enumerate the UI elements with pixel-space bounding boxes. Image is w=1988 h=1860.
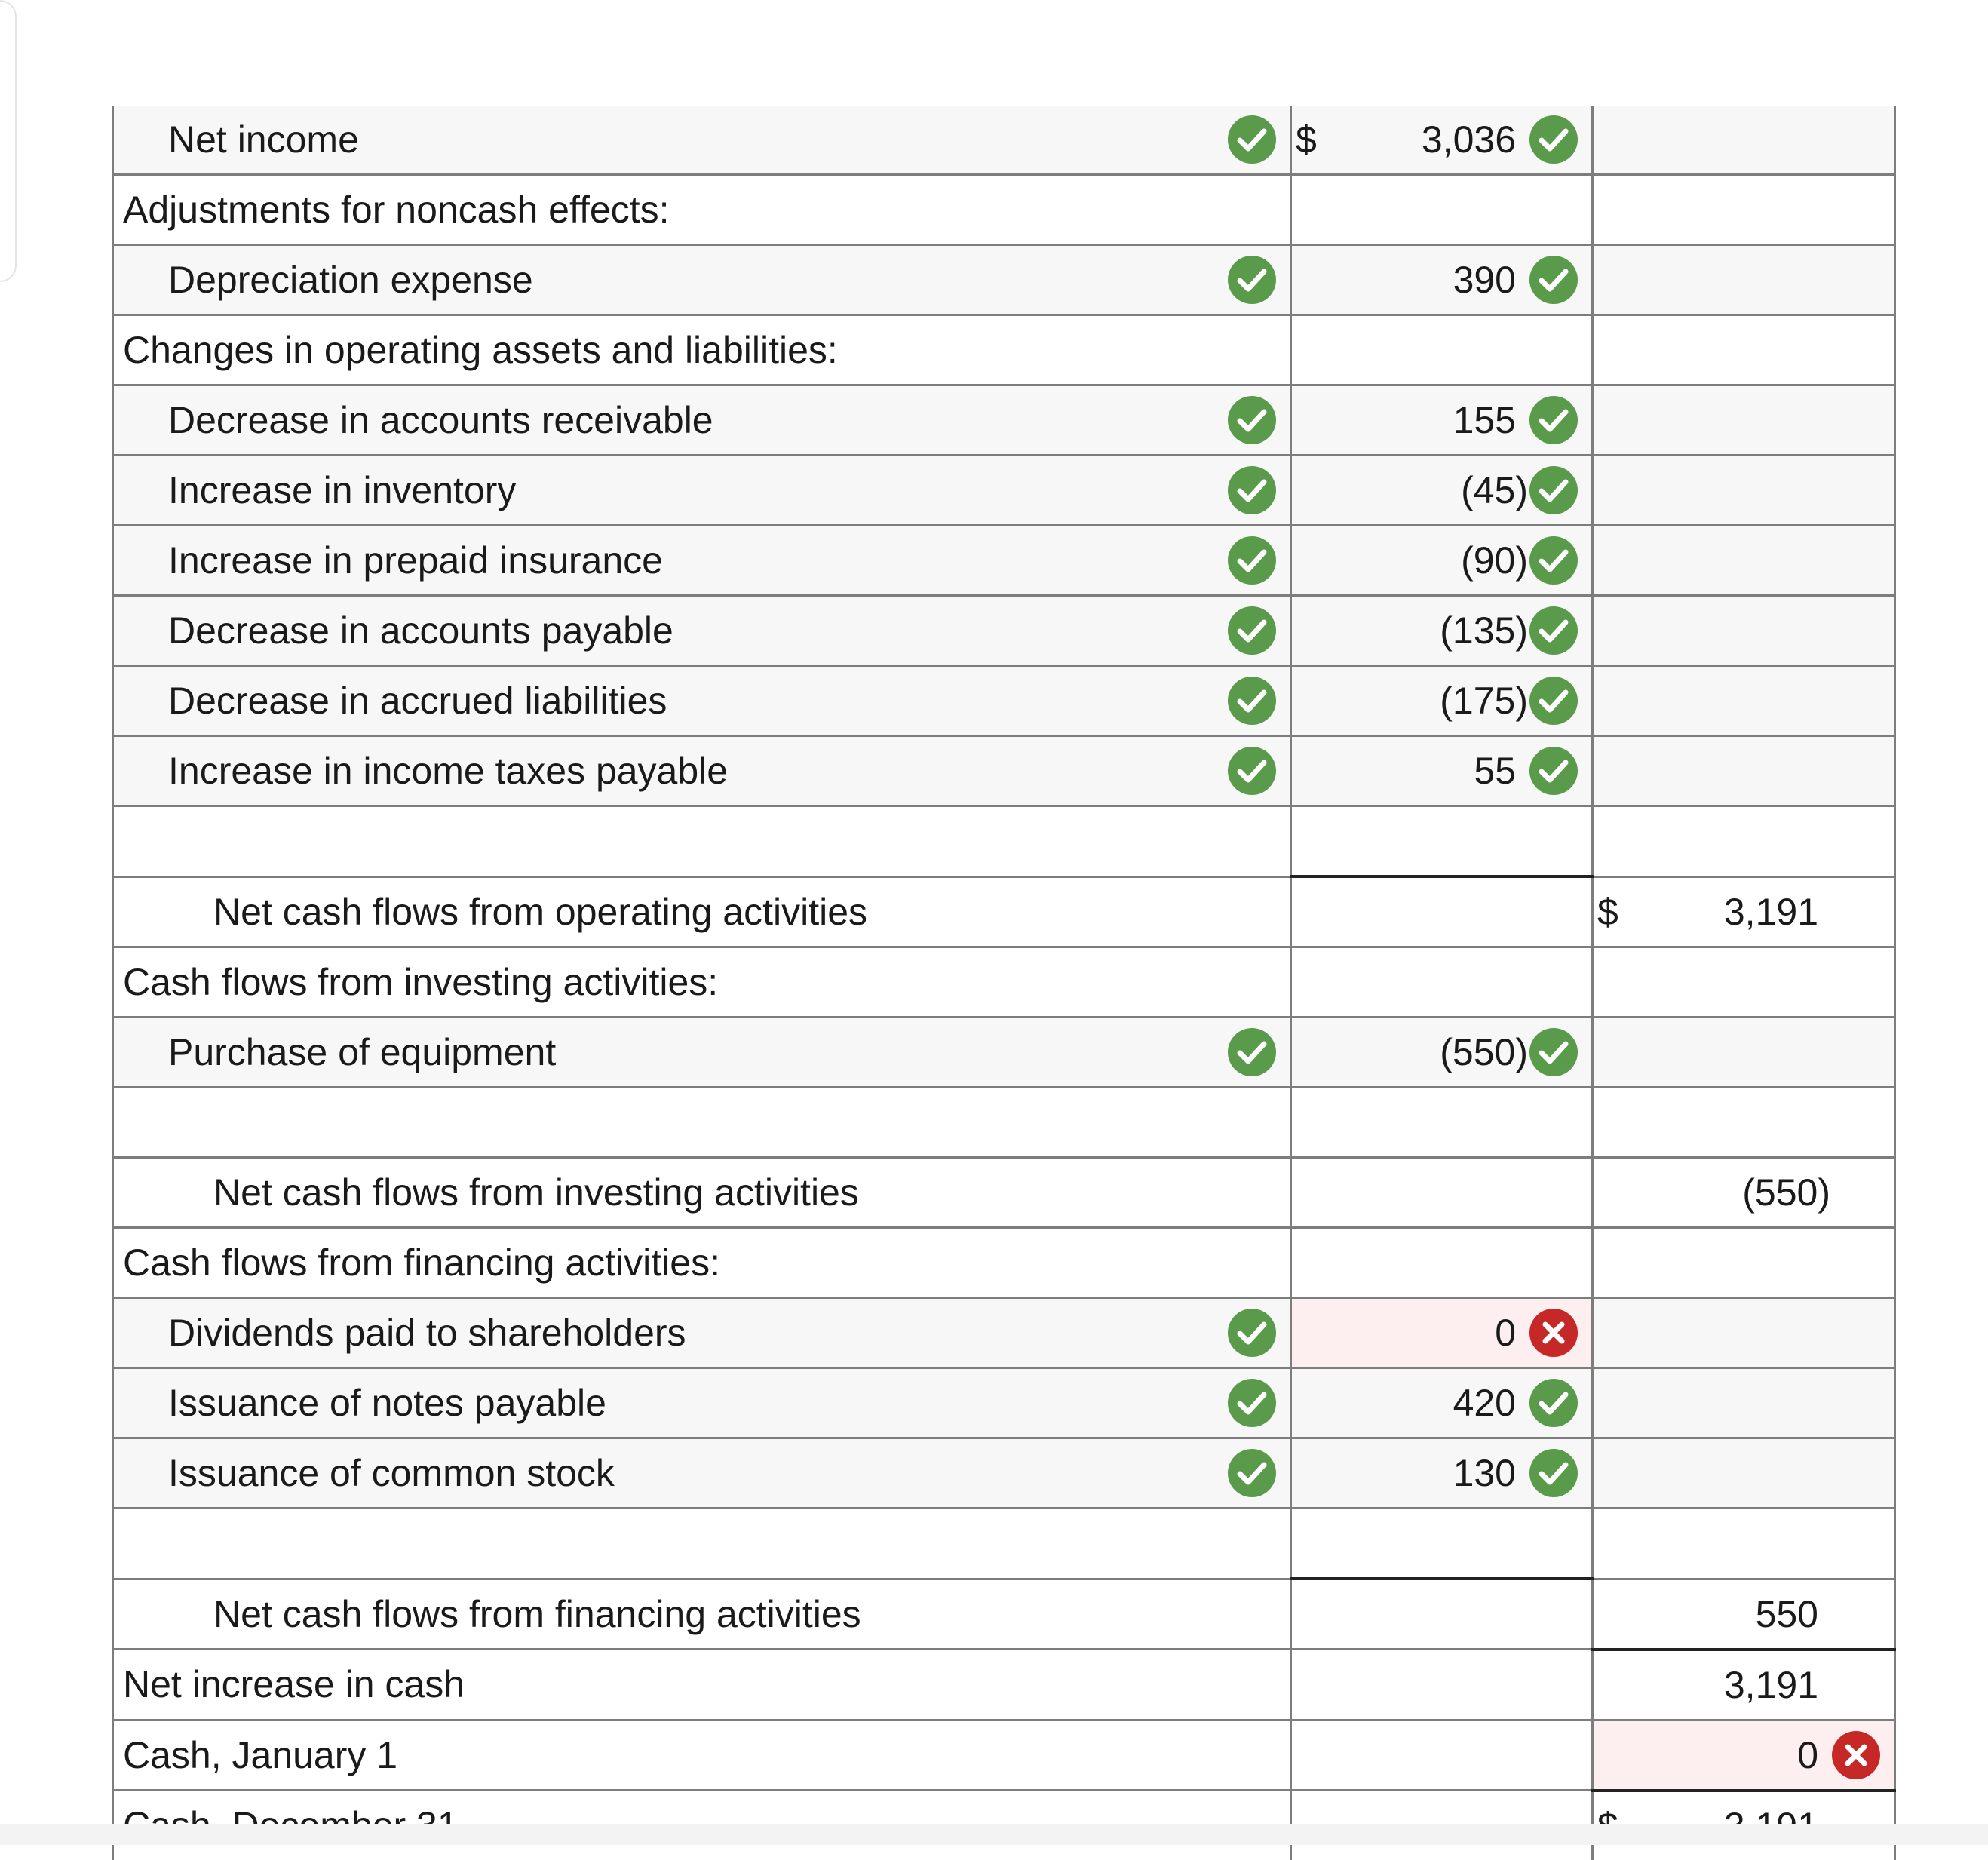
row-label-cell[interactable] <box>113 1017 1291 1088</box>
section-heading: Cash flows from financing activities: <box>123 1242 720 1284</box>
total-cell <box>1593 456 1895 526</box>
amount-value: 155 <box>1453 399 1516 441</box>
error-x-icon <box>1529 1309 1578 1357</box>
row-label-cell <box>113 1720 1291 1791</box>
total-cell <box>1593 385 1895 456</box>
total-cell <box>1593 245 1895 315</box>
subtotal-label: Net cash flows from operating activities <box>213 890 868 933</box>
table-row <box>113 1579 1895 1650</box>
check-icon <box>1228 1028 1276 1076</box>
check-icon <box>1228 606 1276 655</box>
subtotal-label: Net cash flows from financing activities <box>213 1592 861 1635</box>
row-label-cell[interactable] <box>113 1368 1291 1438</box>
check-icon <box>1228 396 1276 444</box>
table-row <box>113 947 1895 1017</box>
amount-input[interactable] <box>1291 596 1593 666</box>
row-label: Issuance of notes payable <box>168 1382 606 1424</box>
total-cell <box>1593 1088 1895 1158</box>
row-label-cell[interactable] <box>113 456 1291 526</box>
amount-cell <box>1291 1650 1593 1720</box>
row-label-cell[interactable] <box>113 596 1291 666</box>
row-label-cell <box>113 315 1291 385</box>
section-heading: Adjustments for noncash effects: <box>123 189 670 231</box>
amount-cell <box>1291 1158 1593 1228</box>
row-label: Increase in inventory <box>168 469 517 511</box>
check-icon <box>1228 466 1276 514</box>
amount-cell <box>1291 315 1593 385</box>
dollar-sign: $ <box>1296 118 1317 161</box>
table-row <box>113 175 1895 245</box>
table-row <box>113 315 1895 385</box>
check-icon <box>1529 606 1578 655</box>
amount-value: (175) <box>1440 680 1528 722</box>
total-cell <box>1593 596 1895 666</box>
check-icon <box>1228 747 1276 795</box>
amount-input[interactable] <box>1291 385 1593 456</box>
check-icon <box>1529 256 1578 304</box>
section-heading: Cash flows from investing activities: <box>123 961 719 1003</box>
total-cell <box>1593 106 1895 175</box>
total-cell <box>1593 1158 1895 1228</box>
total-cell <box>1593 1650 1895 1720</box>
side-panel-tab <box>0 0 17 282</box>
table-row <box>113 1368 1895 1438</box>
row-label-cell[interactable] <box>113 736 1291 806</box>
check-icon <box>1228 677 1276 725</box>
total-cell <box>1593 1298 1895 1368</box>
table-row <box>113 1228 1895 1298</box>
empty-label-input[interactable] <box>113 1509 1291 1579</box>
total-cell <box>1593 526 1895 596</box>
amount-value: (135) <box>1440 609 1528 652</box>
table-row <box>113 1298 1895 1368</box>
check-icon <box>1529 1028 1578 1076</box>
table-row <box>113 1088 1895 1158</box>
section-heading: Changes in operating assets and liabilities: <box>123 329 838 371</box>
row-label: Decrease in accrued liabilities <box>168 680 667 722</box>
empty-amount-input[interactable] <box>1291 1509 1593 1579</box>
check-icon <box>1529 115 1578 164</box>
row-label-cell <box>113 876 1291 947</box>
amount-input[interactable] <box>1291 666 1593 736</box>
amount-input[interactable] <box>1291 245 1593 315</box>
total-cell <box>1593 876 1895 947</box>
amount-cell <box>1291 947 1593 1017</box>
total-cell <box>1593 947 1895 1017</box>
table-row <box>113 806 1895 877</box>
row-label: Dividends paid to shareholders <box>168 1312 686 1354</box>
total-cell <box>1593 736 1895 806</box>
row-label-cell[interactable] <box>113 1438 1291 1509</box>
row-label-cell[interactable] <box>113 245 1291 315</box>
bottom-scroll-strip <box>0 1824 1988 1845</box>
total-cell <box>1593 1368 1895 1438</box>
total-value: 0 <box>1797 1733 1818 1776</box>
subtotal-label: Net cash flows from investing activities <box>213 1171 859 1214</box>
check-icon <box>1529 747 1578 795</box>
amount-input[interactable] <box>1291 106 1593 175</box>
table-row <box>113 385 1895 456</box>
row-label: Increase in prepaid insurance <box>168 539 663 582</box>
table-row <box>113 456 1895 526</box>
amount-value: 130 <box>1453 1452 1516 1494</box>
row-label-cell[interactable] <box>113 526 1291 596</box>
row-label-cell[interactable] <box>113 1298 1291 1368</box>
row-label-cell <box>113 175 1291 245</box>
row-label-cell <box>113 1228 1291 1298</box>
amount-value: 390 <box>1453 259 1516 301</box>
check-icon <box>1529 466 1578 514</box>
total-cell <box>1593 1017 1895 1088</box>
row-label: Net income <box>168 118 359 161</box>
check-icon <box>1529 536 1578 585</box>
table-row <box>113 876 1895 947</box>
check-icon <box>1529 677 1578 725</box>
total-input-incorrect[interactable] <box>1593 1720 1895 1791</box>
total-cell <box>1593 666 1895 736</box>
check-icon <box>1228 115 1276 164</box>
row-label-cell <box>113 947 1291 1017</box>
total-cell <box>1593 1438 1895 1509</box>
amount-value: (45) <box>1461 469 1528 511</box>
dollar-sign: $ <box>1597 890 1618 933</box>
amount-cell <box>1291 876 1593 947</box>
amount-input[interactable] <box>1291 1368 1593 1438</box>
table-row <box>113 1158 1895 1228</box>
check-icon <box>1228 1449 1276 1497</box>
row-label: Net increase in cash <box>123 1663 465 1706</box>
check-icon <box>1228 1309 1276 1357</box>
empty-label-input[interactable] <box>113 806 1291 877</box>
cash-flow-worksheet <box>112 106 1894 1824</box>
amount-cell <box>1291 175 1593 245</box>
table-row <box>113 106 1895 175</box>
amount-value: 3,036 <box>1421 118 1516 161</box>
table-row <box>113 1509 1895 1579</box>
row-label-cell <box>113 1650 1291 1720</box>
total-cell <box>1593 1228 1895 1298</box>
table-row <box>113 1720 1895 1791</box>
amount-value: 0 <box>1495 1312 1516 1354</box>
empty-label-input[interactable] <box>113 1088 1291 1158</box>
check-icon <box>1228 1379 1276 1427</box>
amount-input[interactable] <box>1291 1017 1593 1088</box>
empty-amount-input[interactable] <box>1291 1088 1593 1158</box>
total-value: 3,191 <box>1723 1663 1818 1706</box>
total-value: 550 <box>1755 1592 1818 1635</box>
empty-amount-input[interactable] <box>1291 806 1593 877</box>
check-icon <box>1529 1449 1578 1497</box>
table-row <box>113 666 1895 736</box>
table-row <box>113 245 1895 315</box>
check-icon <box>1529 396 1578 444</box>
amount-input[interactable] <box>1291 456 1593 526</box>
total-value: 3,191 <box>1723 890 1818 933</box>
row-label-cell <box>113 1158 1291 1228</box>
row-label-cell[interactable] <box>113 385 1291 456</box>
row-label: Depreciation expense <box>168 259 533 301</box>
row-label-cell <box>113 1579 1291 1650</box>
table-row <box>113 1438 1895 1509</box>
total-cell <box>1593 1509 1895 1579</box>
row-label: Decrease in accounts payable <box>168 609 673 652</box>
row-label: Increase in income taxes payable <box>168 750 729 792</box>
amount-input[interactable] <box>1291 736 1593 806</box>
total-cell <box>1593 315 1895 385</box>
row-label-cell[interactable] <box>113 106 1291 175</box>
total-cell <box>1593 1579 1895 1650</box>
row-label: Cash, January 1 <box>123 1733 398 1776</box>
amount-cell <box>1291 1579 1593 1650</box>
table-row <box>113 1650 1895 1720</box>
amount-input-incorrect[interactable] <box>1291 1298 1593 1368</box>
total-cell <box>1593 806 1895 877</box>
amount-input[interactable] <box>1291 526 1593 596</box>
total-value: (550) <box>1742 1171 1830 1214</box>
table-row <box>113 526 1895 596</box>
amount-value: (550) <box>1440 1031 1528 1073</box>
amount-value: 420 <box>1453 1382 1516 1424</box>
table-row <box>113 596 1895 666</box>
amount-cell <box>1291 1720 1593 1791</box>
total-cell <box>1593 175 1895 245</box>
amount-input[interactable] <box>1291 1438 1593 1509</box>
row-label: Issuance of common stock <box>168 1452 615 1494</box>
cash-flow-table <box>112 106 1896 1860</box>
row-label-cell[interactable] <box>113 666 1291 736</box>
amount-cell <box>1291 1228 1593 1298</box>
table-row <box>113 1017 1895 1088</box>
table-row <box>113 736 1895 806</box>
error-x-icon <box>1832 1731 1880 1779</box>
row-label: Decrease in accounts receivable <box>168 399 713 441</box>
amount-value: (90) <box>1461 539 1528 582</box>
row-label: Purchase of equipment <box>168 1031 557 1073</box>
check-icon <box>1228 256 1276 304</box>
amount-value: 55 <box>1474 750 1516 792</box>
check-icon <box>1228 536 1276 585</box>
check-icon <box>1529 1379 1578 1427</box>
